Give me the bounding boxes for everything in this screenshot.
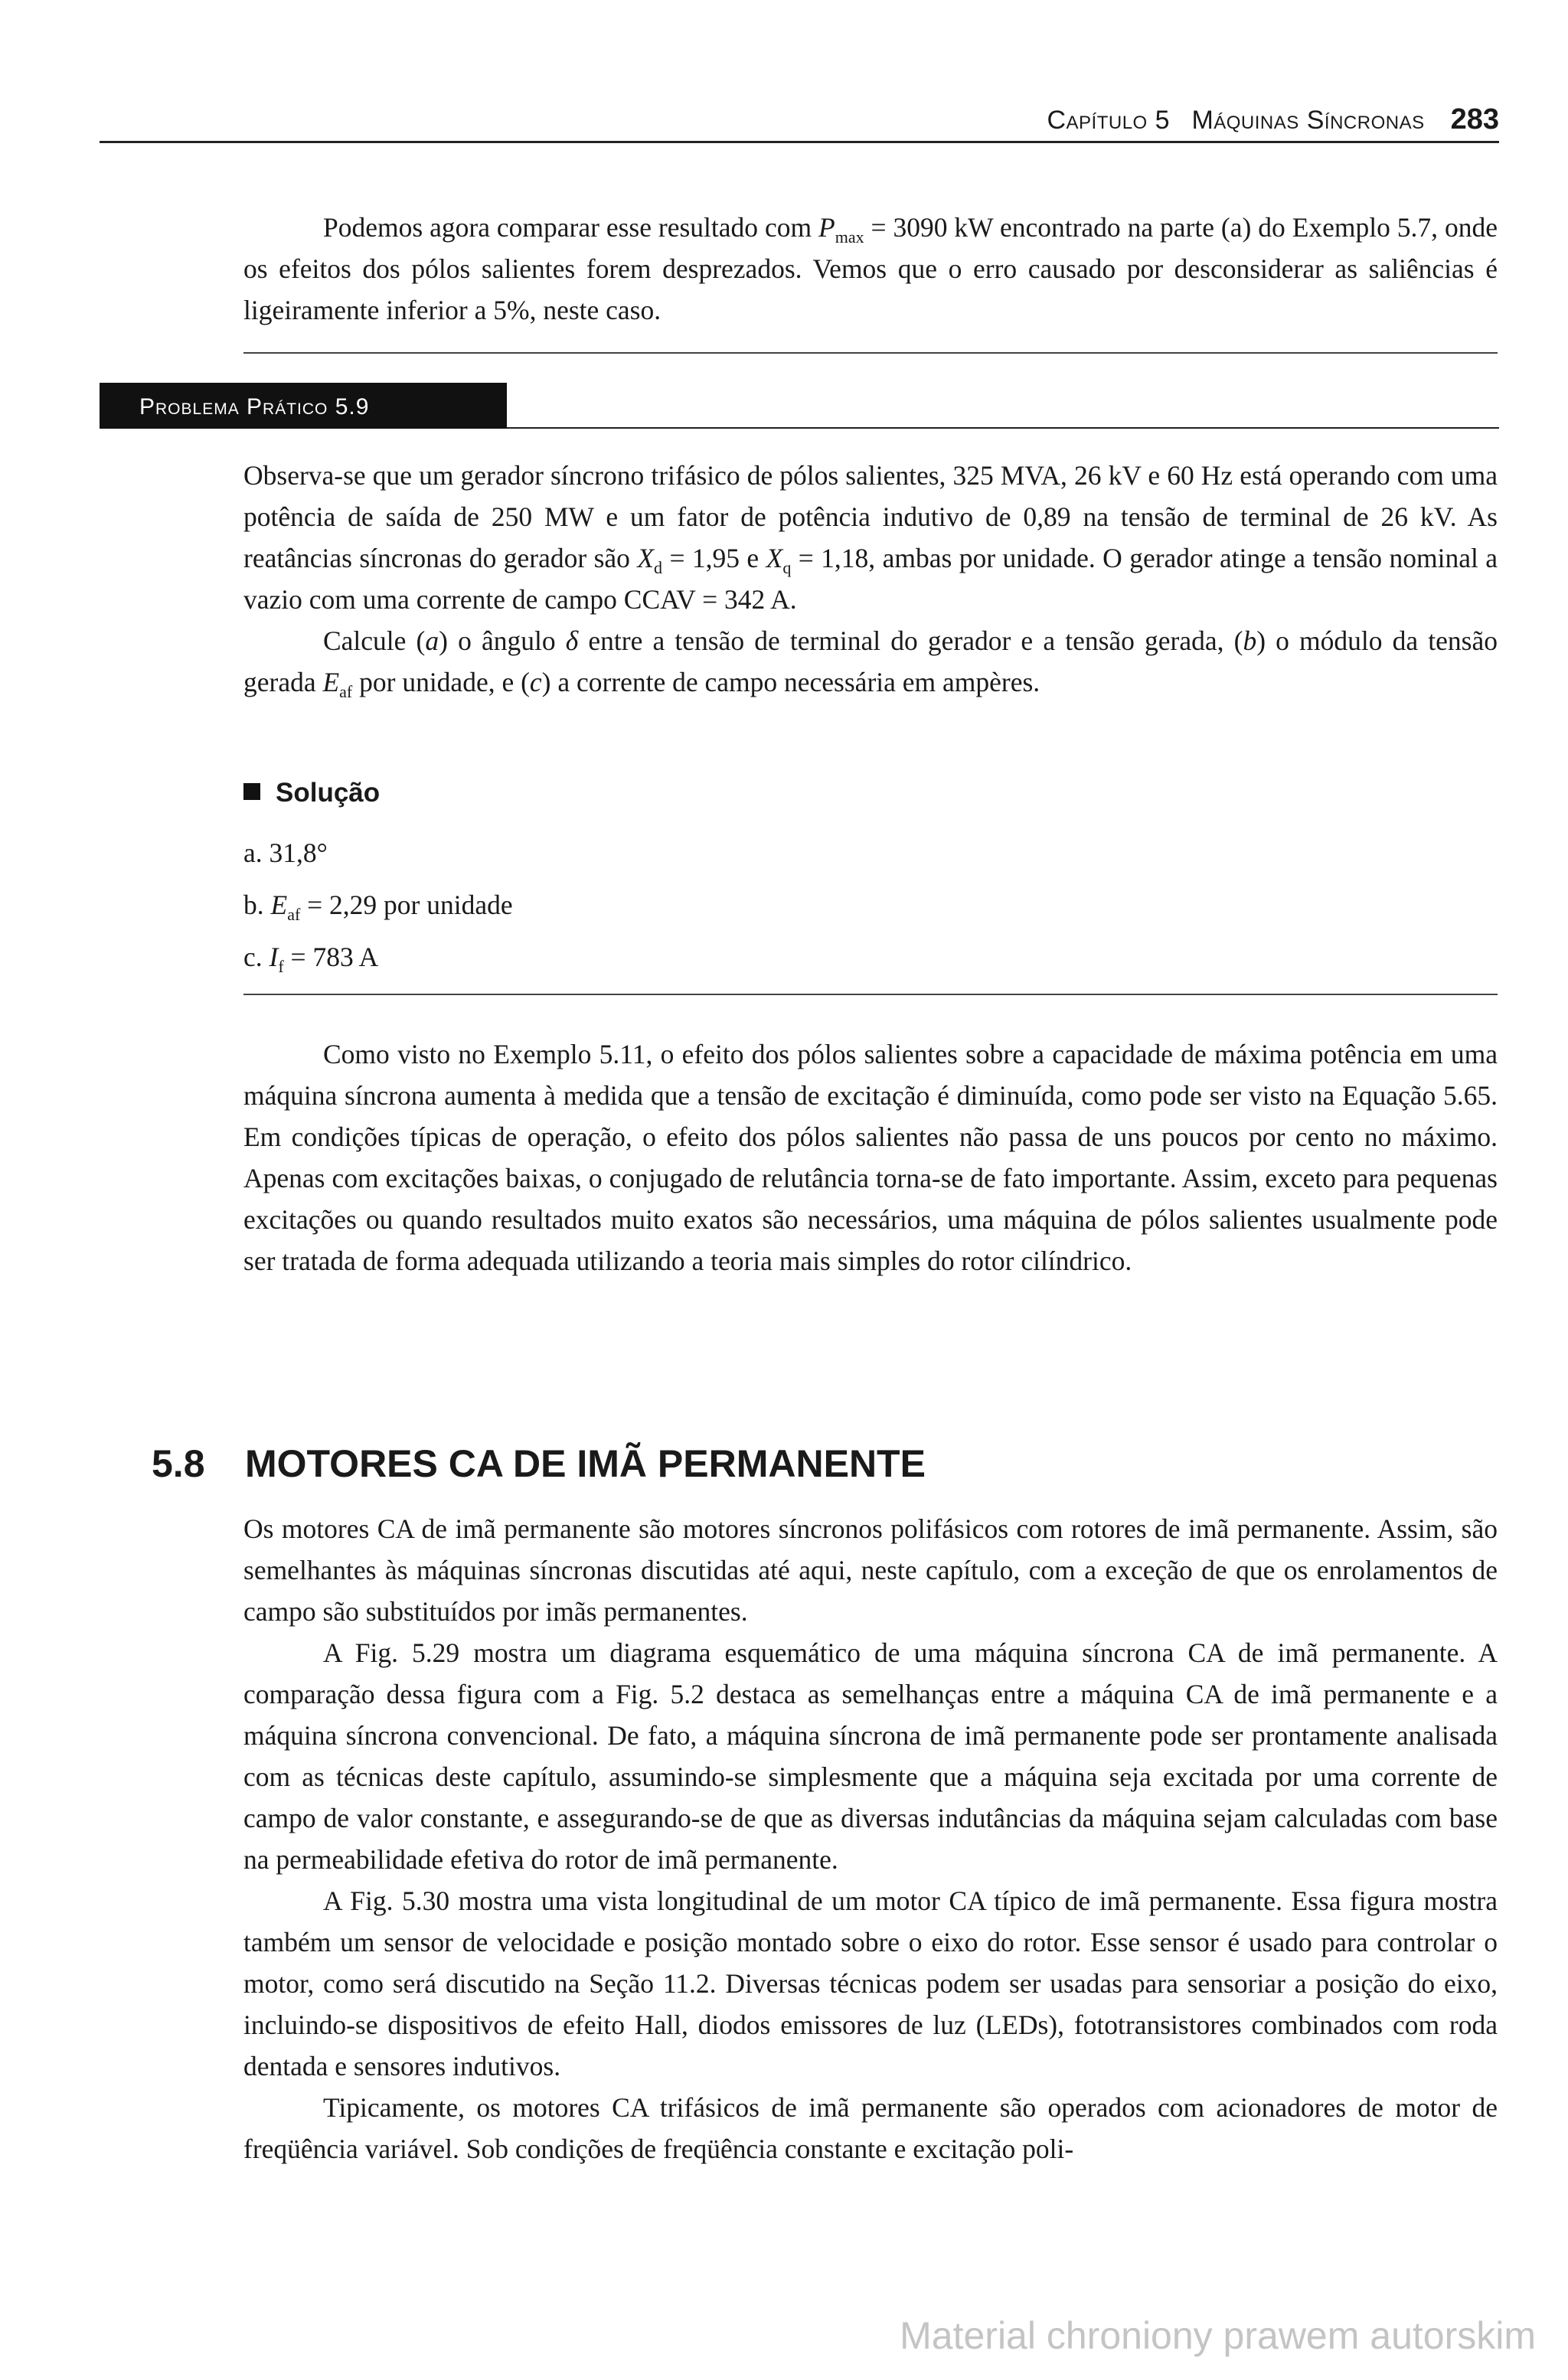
- copyright-watermark: Material chroniony prawem autorskim: [900, 2314, 1536, 2357]
- solution-heading: Solução: [243, 770, 380, 816]
- bullet-square-icon: [243, 783, 260, 800]
- page-number: 283: [1450, 103, 1499, 135]
- running-head-text: [1047, 98, 1499, 142]
- section-paragraph: Tipicamente, os motores CA trifásicos de imã permanente são operados com acionadores de motor de freqüência variável. Sob condições de freqüência constante e excitação poli-: [243, 2092, 1498, 2164]
- section-number: 5.8: [152, 1442, 205, 1485]
- intro-paragraph: Podemos agora comparar esse resultado com $P_{max} = 3090$ kW encontrado na parte (a) do Exemplo 5.7, onde os efeitos dos pólos salientes forem desprezados. Vemos que o erro causado por desconsiderar as saliências é ligeiramente inferior a 5%, neste caso.: [243, 212, 1498, 325]
- problem-label: Problema Prático 5.9: [100, 383, 507, 429]
- chapter-label: Capítulo 5: [1047, 106, 1171, 135]
- chapter-title: Máquinas Síncronas: [1191, 106, 1425, 135]
- section-paragraph: Os motores CA de imã permanente são motores síncronos polifásicos com rotores de imã permanente. Assim, são semelhantes às máquinas síncronas discutidas até aqui, neste capítulo, com a exceção de que os enrolamentos de campo são substituídos por imãs permanentes.: [243, 1513, 1498, 1627]
- problem-header-rule: [507, 427, 1499, 429]
- section-heading: [152, 1433, 926, 1494]
- answer-b: b. $E_{af} = 2,29$ por unidade: [243, 890, 513, 925]
- section-paragraph: A Fig. 5.30 mostra uma vista longitudinal de um motor CA típico de imã permanente. Essa figura mostra também um sensor de velocidade e posição montado sobre o eixo do rotor. Esse sensor é usado para controlar o motor, como será discutido na Seção 11.2. Diversas técnicas podem ser usadas para sensoriar a posição do eixo, incluindo-se dispositivos de efeito Hall, diodos emissores de luz (LEDs), fototransistores combinados com roda dentada e sensores indutivos.: [243, 1885, 1498, 2081]
- divider-rule: [243, 994, 1498, 995]
- problem-header: [100, 383, 1499, 429]
- section-paragraph: A Fig. 5.29 mostra um diagrama esquemático de uma máquina síncrona CA de imã permanente. A comparação dessa figura com a Fig. 5.2 destaca as semelhanças entre a máquina CA de imã permanente e a máquina síncrona convencional. De fato, a máquina síncrona de imã permanente pode ser prontamente analisada com as técnicas deste capítulo, assumindo-se simplesmente que a máquina seja excitada por uma corrente de campo de valor constante, e assegurando-se de que as diversas indutâncias da máquina sejam calculadas com base na permeabilidade efetiva do rotor de imã permanente.: [243, 1637, 1498, 1875]
- divider-rule: [243, 352, 1498, 354]
- answer-a: a. 31,8°: [243, 837, 328, 868]
- discussion-paragraph: Como visto no Exemplo 5.11, o efeito dos pólos salientes sobre a capacidade de máxima potência em uma máquina síncrona aumenta à medida que a tensão de excitação é diminuída, como pode ser visto na Equação 5.65. Em condições típicas de operação, o efeito dos pólos salientes não passa de uns poucos por cento no máximo. Apenas com excitações baixas, o conjugado de relutância torna-se de fato importante. Assim, exceto para pequenas excitações ou quando resultados muito exatos são necessários, uma máquina de pólos salientes usualmente pode ser tratada de forma adequada utilizando a teoria mais simples do rotor cilíndrico.: [243, 1039, 1498, 1276]
- solution-answers: [243, 827, 513, 983]
- section-body: [243, 1508, 1498, 2169]
- answer-c: c. $I_f = 783$ A: [243, 942, 379, 977]
- running-head: [100, 98, 1499, 143]
- problem-statement: Observa-se que um gerador síncrono trifásico de pólos salientes, 325 MVA, 26 kV e 60 Hz está operando com uma potência de saída de 250 MW e um fator de potência indutivo de 0,89 na tensão de terminal de 26 kV. As reatâncias síncronas do gerador são $X_d = 1,95$ e $X_q = 1,18$, ambas por unidade. O gerador atinge a tensão nominal a vazio com uma corrente de campo CCAV = 342 A. Calcule (a) o ângulo δ entre a tensão de terminal do gerador e a tensão gerada, (b) o módulo da tensão gerada $E_{af}$ por unidade, e (c) a corrente de campo necessária em ampères.: [243, 460, 1498, 702]
- section-title: MOTORES CA DE IMÃ PERMANENTE: [245, 1442, 926, 1485]
